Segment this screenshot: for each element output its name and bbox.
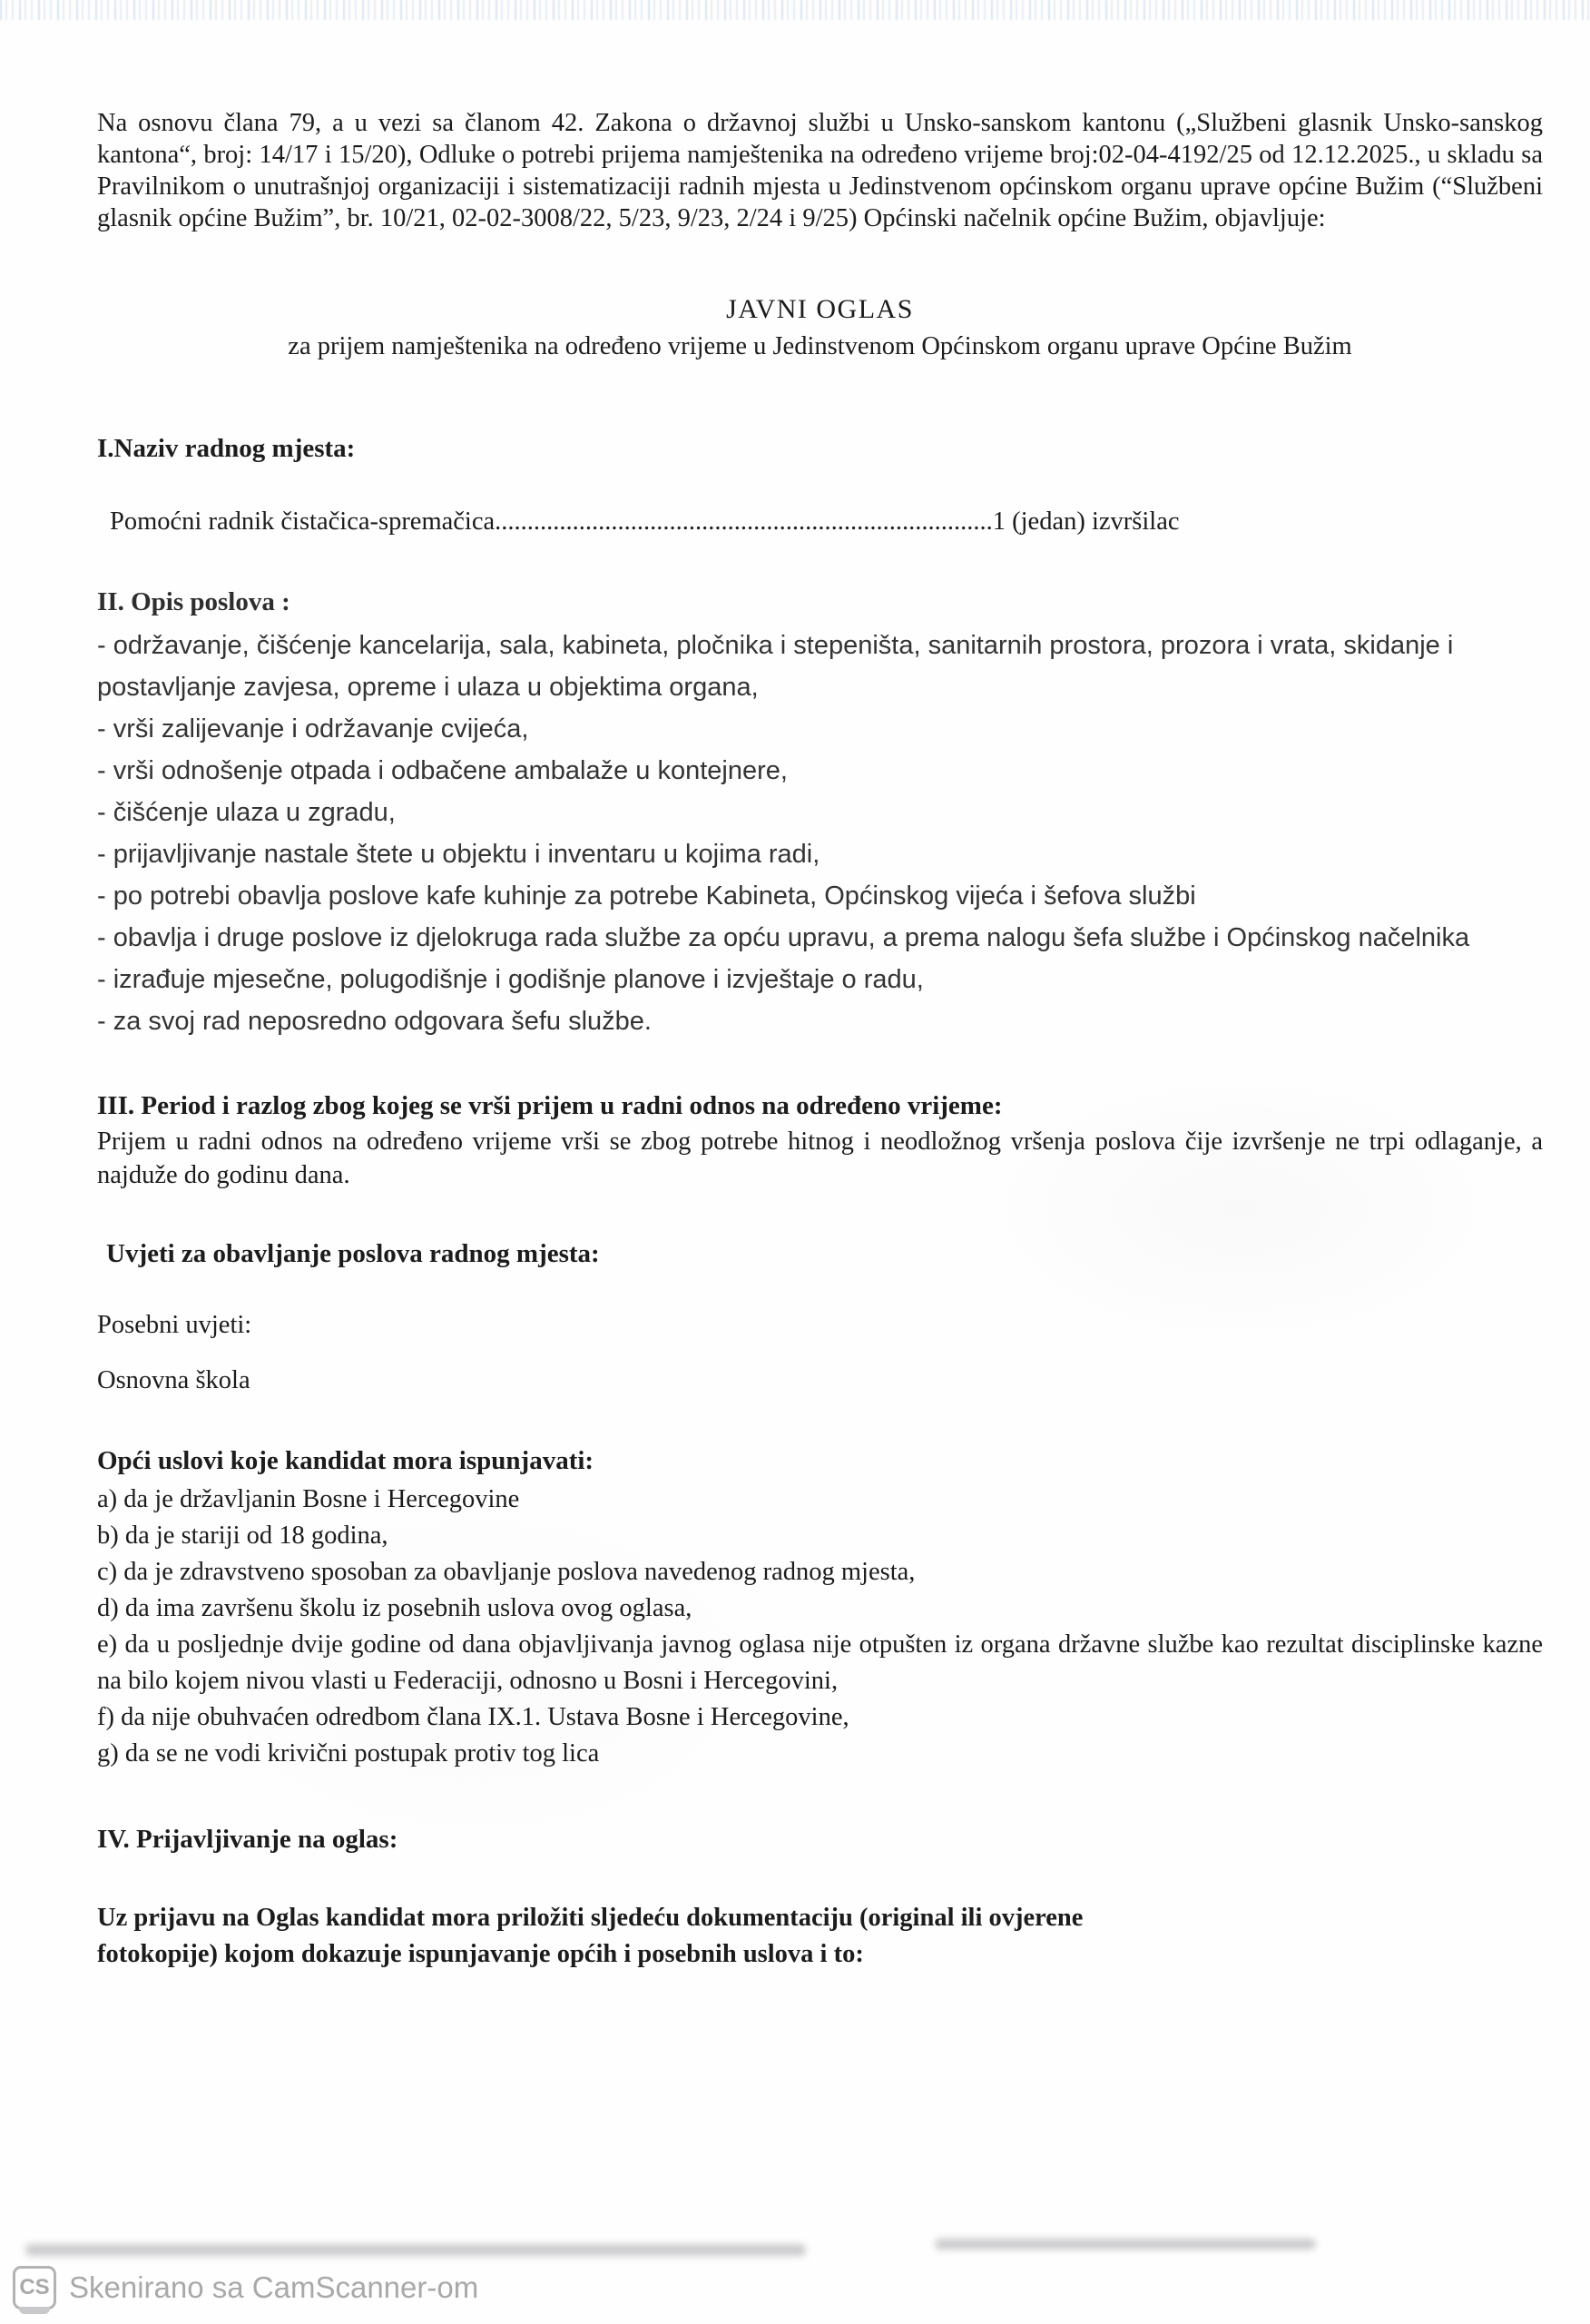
general-condition-item: e) da u posljednje dvije godine od dana objavljivanja javnog oglasa nije otpušten iz organa državne službe kao rezultat disciplinske kazne na bilo kojem nivou vlasti u Federaciji, odnosno u Bosni i Hercegovini, xyxy=(97,1630,1543,1695)
section-3-body: Prijem u radni odnos na određeno vrijeme vrši se zbog potrebe hitnog i neodložnog vršenja poslova čije izvršenje ne trpi odlaganje, a najduže do godinu dana. xyxy=(97,1128,1543,1189)
intro-paragraph: Na osnovu člana 79, a u vezi sa članom 42. Zakona o državnoj službi u Unsko-sanskom kantonu („Službeni glasnik Unsko-sanskog kantona“, broj: 14/17 i 15/20), Odluke o potrebi prijema namještenika na određeno vrijeme broj:02-04-4192/25 od 12.12.2025., u skladu sa Pravilnikom o unutrašnjoj organizaciji i sistematizaciji radnih mjesta u Jedinstvenom općinskom organu uprave općine Bužim (“Službeni glasnik općine Bužim”, br. 10/21, 02-02-3008/22, 5/23, 9/23, 2/24 i 9/25) Općinski načelnik općine Bužim, objavljuje: xyxy=(97,109,1543,232)
camscanner-watermark xyxy=(13,2266,478,2309)
general-condition-item: c) da je zdravstveno sposoban za obavljanje poslova navedenog radnog mjesta, xyxy=(97,1557,916,1586)
section-1-heading: I.Naziv radnog mjesta: xyxy=(97,434,356,463)
document-subtitle: za prijem namještenika na određeno vrijeme u Jedinstvenom Općinskom organu uprave Općine Bužim xyxy=(288,332,1352,360)
section-2-heading: II. Opis poslova : xyxy=(97,587,290,616)
document-content xyxy=(97,107,1543,1973)
duty-item: - prijavljivanje nastale štete u objektu i inventaru u kojima radi, xyxy=(97,840,820,869)
duty-item: - za svoj rad neposredno odgovara šefu službe. xyxy=(97,1007,652,1036)
duty-item: - izrađuje mjesečne, polugodišnje i godišnje planove i izvještaje o radu, xyxy=(97,965,924,994)
general-condition-item: a) da je državljanin Bosne i Hercegovine xyxy=(97,1484,520,1513)
scan-artifact-top-strip xyxy=(0,0,1590,20)
section-3-heading: III. Period i razlog zbog kojeg se vrši prijem u radni odnos na određeno vrijeme: xyxy=(97,1091,1003,1120)
scan-artifact-smudge xyxy=(935,2239,1316,2250)
duty-item: - obavlja i druge poslove iz djelokruga rada službe za opću upravu, a prema nalogu šefa službe i Općinskog načelnika xyxy=(97,923,1470,952)
duty-item: - čišćenje ulaza u zgradu, xyxy=(97,798,396,827)
general-condition-item: f) da nije obuhvaćen odredbom člana IX.1. Ustava Bosne i Hercegovine, xyxy=(97,1702,849,1731)
general-conditions-heading: Opći uslovi koje kandidat mora ispunjavati: xyxy=(97,1445,594,1475)
duty-item: - održavanje, čišćenje kancelarija, sala, kabineta, pločnika i stepeništa, sanitarnih prostora, prozora i vrata, skidanje i postavljanje zavjesa, opreme i ulaza u objektima organa, xyxy=(97,631,1454,702)
duty-list xyxy=(97,625,1543,1042)
special-conditions-label: Posebni uvjeti: xyxy=(97,1311,252,1339)
general-condition-item: d) da ima završenu školu iz posebnih uslova ovog oglasa, xyxy=(97,1593,692,1622)
camscanner-icon: CS xyxy=(13,2266,56,2309)
general-condition-item: b) da je stariji od 18 godina, xyxy=(97,1521,388,1550)
scan-artifact-smudge xyxy=(25,2244,806,2256)
section-4-body: Uz prijavu na Oglas kandidat mora priložiti sljedeću dokumentaciju (original ili ovjerene fotokopije) kojom dokazuje ispunjavanje općih i posebnih uslova i to: xyxy=(97,1903,1084,1968)
general-condition-item: g) da se ne vodi krivični postupak protiv tog lica xyxy=(97,1738,600,1768)
camscanner-text: Skenirano sa CamScanner-om xyxy=(69,2270,479,2304)
general-conditions-list xyxy=(97,1482,1543,1772)
duty-item: - po potrebi obavlja poslove kafe kuhinje za potrebe Kabineta, Općinskog vijeća i šefova službi xyxy=(97,881,1196,911)
document-title: JAVNI OGLAS xyxy=(726,294,914,324)
job-position-line: Pomoćni radnik čistačica-spremačica.............................................................................1 (jedan) izvršilac xyxy=(110,507,1180,536)
duty-item: - vrši zalijevanje i održavanje cvijeća, xyxy=(97,714,529,743)
section-4-heading: IV. Prijavljivanje na oglas: xyxy=(97,1824,398,1854)
conditions-heading: Uvjeti za obavljanje poslova radnog mjesta: xyxy=(106,1239,600,1268)
title-block xyxy=(97,294,1543,363)
special-conditions-value: Osnovna škola xyxy=(97,1365,250,1394)
duty-item: - vrši odnošenje otpada i odbačene ambalaže u kontejnere, xyxy=(97,756,788,785)
